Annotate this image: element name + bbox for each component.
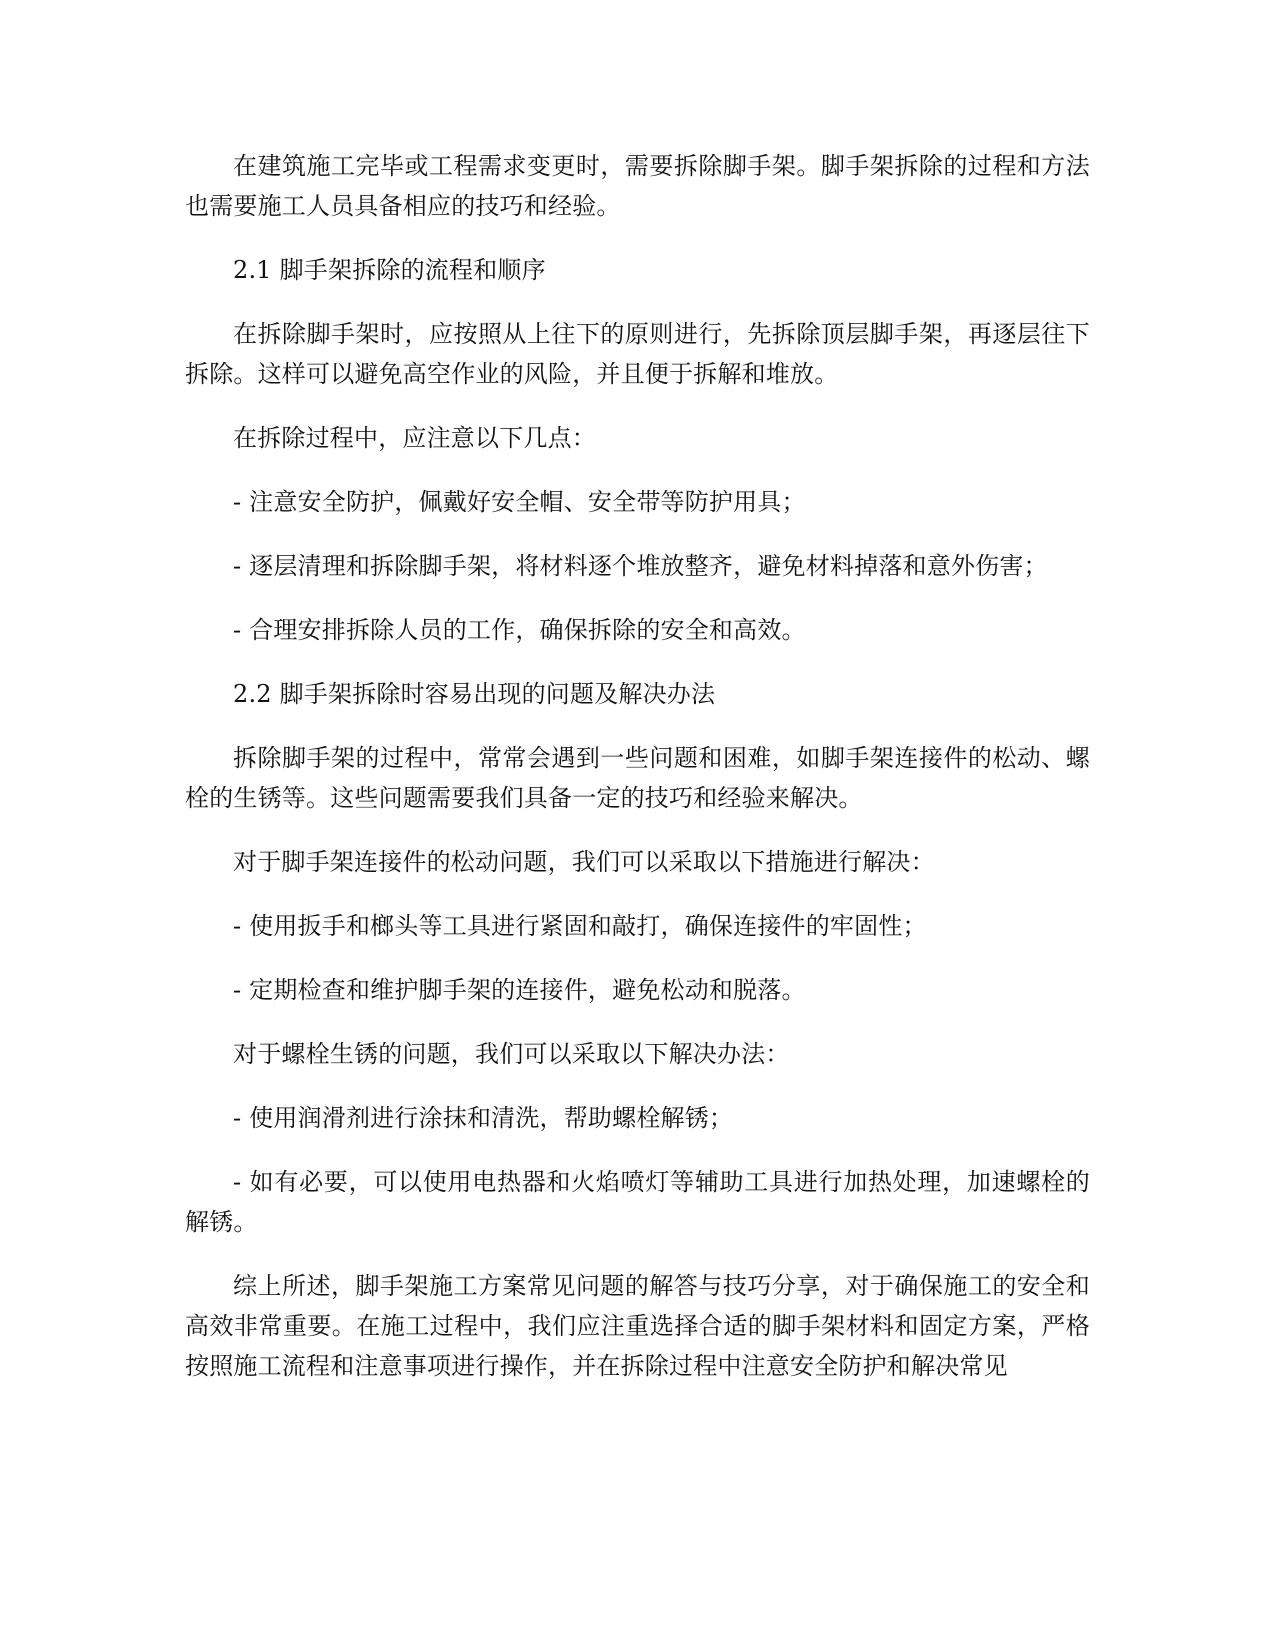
paragraph-removal-order: 在拆除脚手架时，应按照从上往下的原则进行，先拆除顶层脚手架，再逐层往下拆除。这样可以避免高空作业的风险，并且便于拆解和堆放。 xyxy=(185,320,1090,388)
section-heading-2-2: 2.2 脚手架拆除时容易出现的问题及解决办法 xyxy=(233,680,716,708)
list-item-layer-cleanup: - 逐层清理和拆除脚手架，将材料逐个堆放整齐，避免材料掉落和意外伤害； xyxy=(233,552,1048,580)
paragraph-intro: 在建筑施工完毕或工程需求变更时，需要拆除脚手架。脚手架拆除的过程和方法也需要施工人员具备相应的技巧和经验。 xyxy=(185,152,1090,220)
paragraph-attention-points: 在拆除过程中，应注意以下几点： xyxy=(233,424,596,452)
paragraph-loose-connectors: 对于脚手架连接件的松动问题，我们可以采取以下措施进行解决： xyxy=(233,848,935,876)
list-item-tighten-tools: - 使用扳手和榔头等工具进行紧固和敲打，确保连接件的牢固性； xyxy=(233,912,927,940)
document-body xyxy=(185,146,1090,1410)
list-item-regular-inspection: - 定期检查和维护脚手架的连接件，避免松动和脱落。 xyxy=(233,976,806,1004)
list-item-lubricant: - 使用润滑剂进行涂抹和清洗，帮助螺栓解锈； xyxy=(233,1104,734,1132)
paragraph-rusty-bolts: 对于螺栓生锈的问题，我们可以采取以下解决办法： xyxy=(233,1040,790,1068)
list-item-staff-arrangement: - 合理安排拆除人员的工作，确保拆除的安全和高效。 xyxy=(233,616,806,644)
paragraph-summary: 综上所述，脚手架施工方案常见问题的解答与技巧分享，对于确保施工的安全和高效非常重要。在施工过程中，我们应注重选择合适的脚手架材料和固定方案，严格按照施工流程和注意事项进行操作，并在拆除过程中注意安全防护和解决常见 xyxy=(185,1272,1090,1380)
list-item-heating: - 如有必要，可以使用电热器和火焰喷灯等辅助工具进行加热处理，加速螺栓的解锈。 xyxy=(185,1168,1090,1236)
paragraph-common-problems: 拆除脚手架的过程中，常常会遇到一些问题和困难，如脚手架连接件的松动、螺栓的生锈等。这些问题需要我们具备一定的技巧和经验来解决。 xyxy=(185,744,1090,812)
section-heading-2-1: 2.1 脚手架拆除的流程和顺序 xyxy=(233,256,546,284)
list-item-safety-protection: - 注意安全防护，佩戴好安全帽、安全带等防护用具； xyxy=(233,488,806,516)
